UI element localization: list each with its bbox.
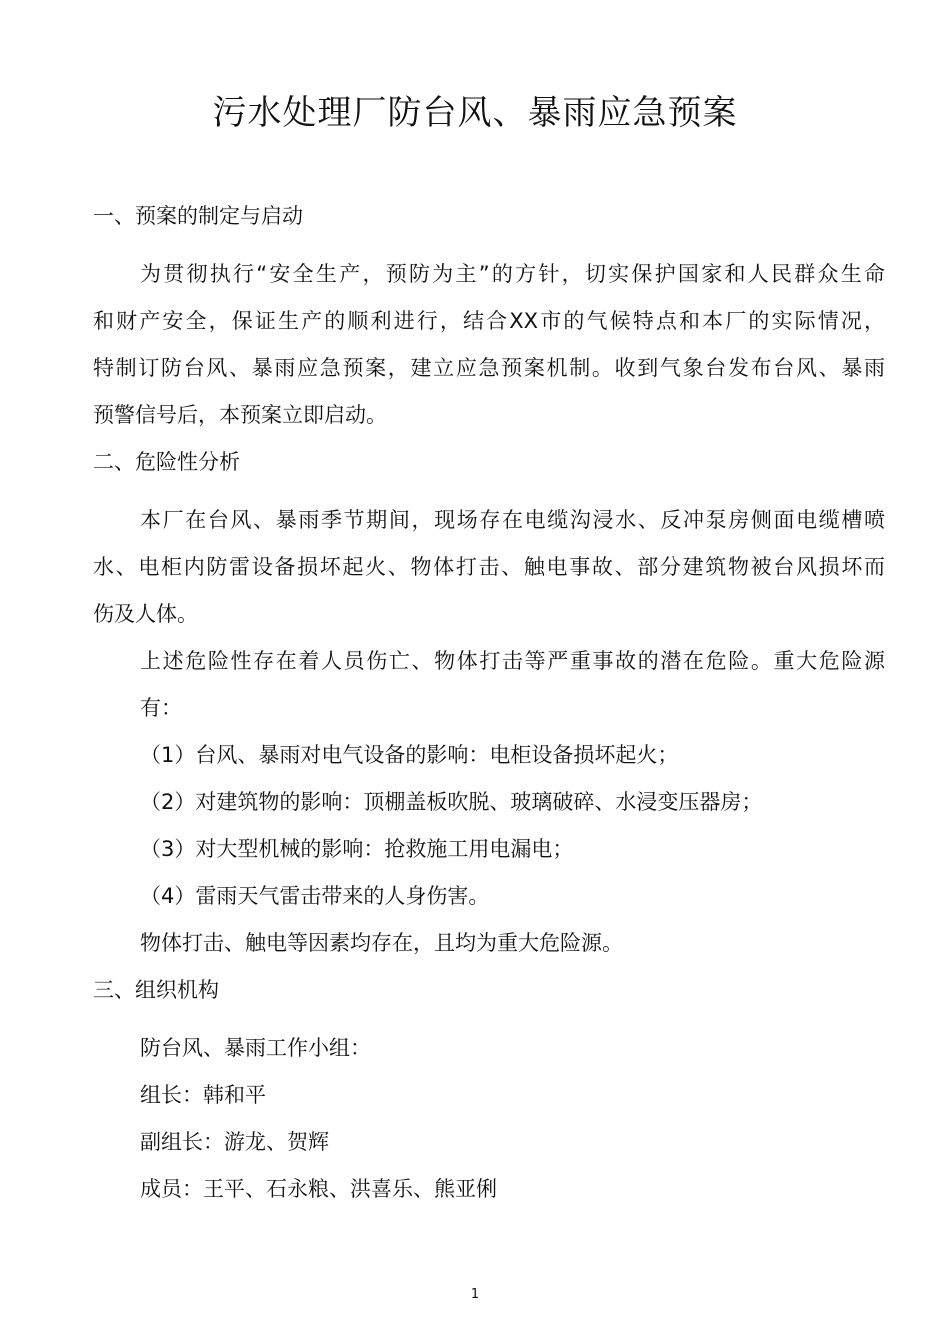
- paragraph-line: 上述危险性存在着人员伤亡、物体打击等严重事故的潜在危险。重大危险源: [140, 649, 885, 673]
- paragraph-line: 为贯彻执行“安全生产，预防为主”的方针，切实保护国家和人民群众生命: [140, 262, 885, 286]
- paragraph-line: 预警信号后，本预案立即启动。: [93, 403, 387, 427]
- section-heading-1: 一、预案的制定与启动: [93, 204, 303, 228]
- list-item: （3）对大型机械的影响：抢救施工用电漏电；: [140, 837, 574, 861]
- paragraph-line: 本厂在台风、暴雨季节期间，现场存在电缆沟浸水、反冲泵房侧面电缆槽喷: [140, 508, 885, 532]
- group-leader: 组长：韩和平: [140, 1083, 266, 1107]
- group-name: 防台风、暴雨工作小组：: [140, 1036, 371, 1060]
- paragraph-line: 有：: [140, 696, 182, 720]
- paragraph-line: 水、电柜内防雷设备损坏起火、物体打击、触电事故、部分建筑物被台风损坏而: [93, 555, 885, 579]
- page-number: 1: [470, 1287, 480, 1302]
- group-members: 成员：王平、石永粮、洪喜乐、熊亚俐: [140, 1177, 497, 1201]
- list-item: （4）雷雨天气雷击带来的人身伤害。: [140, 884, 490, 908]
- paragraph-line: 伤及人体。: [93, 602, 198, 626]
- list-item: （2）对建筑物的影响：顶棚盖板吹脱、玻璃破碎、水浸变压器房；: [140, 790, 763, 814]
- list-item: （1）台风、暴雨对电气设备的影响：电柜设备损坏起火；: [140, 743, 679, 767]
- document-title: 污水处理厂防台风、暴雨应急预案: [212, 93, 738, 133]
- paragraph-line: 特制订防台风、暴雨应急预案，建立应急预案机制。收到气象台发布台风、暴雨: [93, 356, 885, 380]
- paragraph-line: 物体打击、触电等因素均存在，且均为重大危险源。: [140, 931, 623, 955]
- paragraph-line: 和财产安全，保证生产的顺利进行，结合XX市的气候特点和本厂的实际情况，: [93, 309, 885, 333]
- group-deputy: 副组长：游龙、贺辉: [140, 1130, 329, 1154]
- section-heading-2: 二、危险性分析: [93, 450, 240, 474]
- section-heading-3: 三、组织机构: [93, 978, 219, 1002]
